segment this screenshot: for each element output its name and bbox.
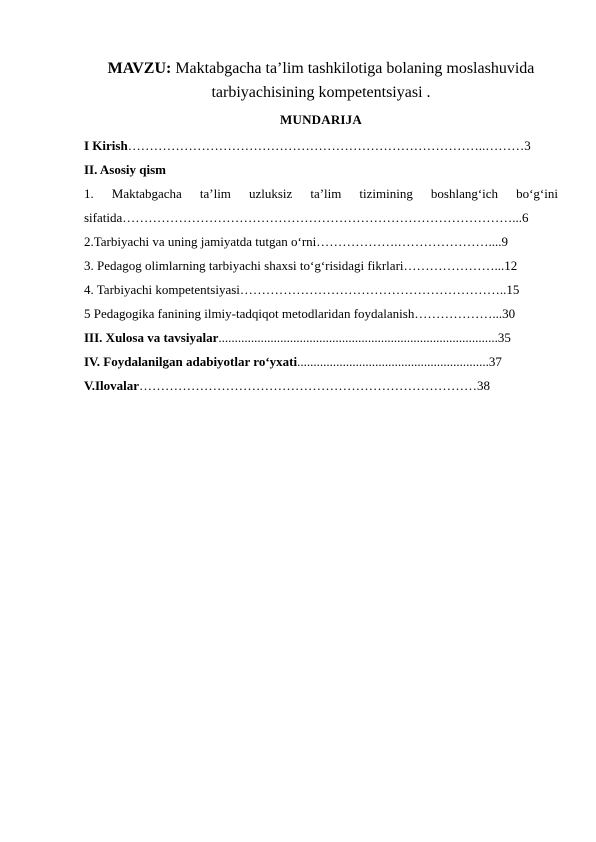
toc-entry-ilovalar (84, 378, 558, 394)
toc-entry-kirish (84, 138, 558, 154)
toc-entry-1-line-2: sifatida………………………………………………………………………………...6 (84, 210, 529, 225)
topic-line-1: Maktabgacha ta’lim tashkilotiga bolaning moslashuvida (175, 60, 535, 77)
toc-entry-label: IV. Foydalanilgan adabiyotlar ro‘yxati (84, 354, 298, 369)
toc-entry-leader: ………………………………………………………………………..………3 (127, 138, 531, 153)
toc-section-asosiy: II. Asosiy qism (84, 162, 166, 177)
toc-entry-leader: ......................................................................................35 (218, 330, 511, 345)
toc-entry-2: 2.Tarbiyachi va uning jamiyatda tutgan o‘rni……………….…………………....9 (84, 234, 509, 249)
toc-entry-xulosa (84, 330, 558, 346)
topic-title (84, 57, 558, 105)
toc-entry-foydalanilgan (84, 354, 558, 370)
toc-entry-label: I Kirish (84, 138, 128, 153)
toc-entry-5: 5 Pedagogika fanining ilmiy-tadqiqot metodlaridan foydalanish………………...30 (84, 306, 516, 321)
toc-entry-1-line-1: 1. Maktabgacha ta’lim uzluksiz ta’lim tizimining boshlang‘ich bo‘g‘ini (84, 186, 558, 201)
toc-heading: MUNDARIJA (280, 112, 362, 127)
toc-entry-leader: ……………………………………………………………………38 (139, 378, 491, 393)
toc-entry-3: 3. Pedagog olimlarning tarbiyachi shaxsi to‘g‘risidagi fikrlari…………………...12 (84, 258, 518, 273)
toc-entry-label: III. Xulosa va tavsiyalar (84, 330, 219, 345)
topic-label: MAVZU: (107, 60, 172, 77)
toc-entry-leader: ...........................................................37 (297, 354, 502, 369)
toc-entry-label: V.Ilovalar (84, 378, 140, 393)
topic-line-2: tarbiyachisining kompetentsiyasi . (211, 84, 431, 101)
toc-entry-4: 4. Tarbiyachi kompetentsiyasi……………………………………………………..15 (84, 282, 520, 297)
